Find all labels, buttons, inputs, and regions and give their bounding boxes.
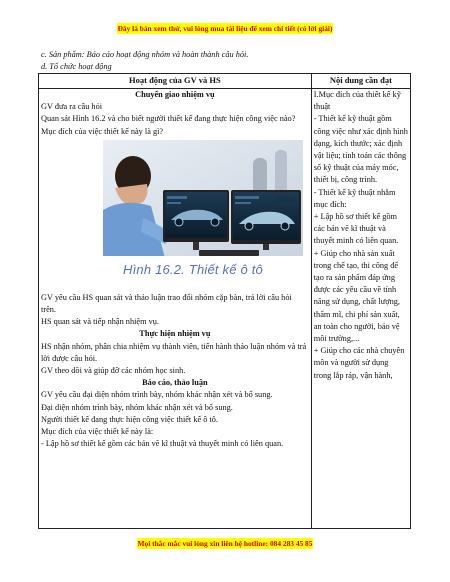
text-line: Đại diện nhóm trình bày, nhóm khác nhận xét và bổ sung. — [41, 402, 233, 412]
text-line: - Lập hồ sơ thiết kế gồm các bản vẽ kĩ thuật và thuyết minh có liên quan. — [41, 439, 284, 449]
text-line: GV theo dõi và giúp đỡ các nhóm học sinh. — [41, 366, 186, 376]
text-line: GV yêu cầu đại diện nhóm trình bày, nhóm khác nhận xét và bổ sung. — [41, 390, 273, 400]
table-body-row — [39, 89, 411, 529]
car-design-figure — [103, 140, 303, 292]
section-title-assign: Chuyển giao nhiệm vụ — [135, 90, 215, 99]
organization-heading: d. Tổ chức hoạt động — [41, 62, 112, 71]
product-label: c. Sản phẩm — [41, 50, 82, 59]
content-line: + Giúp cho nhà sản xuất trong chế tạo, thi công để tạo ra sản phẩm đáp ứng được các yêu cầu về tính năng sử dụng, chất lượng, thẩm mĩ, chi phí sản xuất, an toàn cho người, bảo vệ môi trường,... — [313, 248, 400, 344]
text-line: GV yêu cầu HS quan sát và thảo luận trao đổi nhóm cặp bàn, trả lời câu hỏi trên. — [41, 292, 292, 315]
right-cell — [311, 89, 410, 529]
left-cell — [39, 89, 312, 529]
text-line: HS quan sát và tiếp nhận nhiệm vụ. — [41, 317, 159, 327]
text-line: Mục đích của việc thiết kế này là: — [41, 427, 154, 437]
product-line — [41, 50, 248, 59]
content-line: I.Mục đích của thiết kế kỹ thuật — [313, 90, 401, 112]
activity-table — [38, 73, 411, 529]
text-line: HS nhận nhóm, phân chia nhiệm vụ thành viên, tiến hành thảo luận nhóm và trả lời được câu hỏi. — [41, 341, 307, 363]
hotline-banner: Mọi thắc mắc vui lòng xin liên hệ hotline: 084 283 45 85 — [137, 539, 313, 548]
preview-notice-banner: Đây là bản xem thử, vui lòng mua tài liệu để xem chi tiết (có lời giải) — [117, 24, 333, 33]
header-content: Nội dung cần đạt — [311, 74, 410, 89]
text-line: Quan sát Hình 16.2 và cho biết người thiết kế đang thực hiện công việc nào? Mục đích của việc thiết kế này là gì? — [41, 114, 296, 136]
figure-caption: Hình 16.2. Thiết kế ô tô — [123, 261, 263, 277]
section-title-perform: Thực hiện nhiệm vụ — [139, 329, 211, 339]
text-line: GV đưa ra câu hỏi — [41, 102, 103, 112]
header-teacher-student: Hoạt động của GV và HS — [39, 74, 312, 89]
content-line: + Lập hồ sơ thiết kế gồm các bản vẽ kĩ thuật và thuyết minh có liên quan. — [313, 212, 399, 246]
text-line: Người thiết kế đang thực hiện công việc thiết kế ô tô. — [41, 414, 218, 424]
content-line: - Thiết kế kỹ thuật gồm công việc như xác định hình dạng, kích thước; xác định vật liệu; tính toán các thông số kỹ thuật của máy móc, thiết bị, công trình. — [313, 114, 408, 185]
table-header-row — [39, 74, 411, 89]
section-title-report: Báo cáo, thảo luận — [142, 378, 208, 388]
product-text: : Báo cáo hoạt động nhóm và hoàn thành câu hỏi. — [81, 50, 249, 59]
content-line: + Giúp cho các nhà chuyên môn và người sử dụng trong lắp ráp, vận hành, — [313, 346, 405, 380]
content-line: - Thiết kế kỹ thuật nhằm mục đích: — [313, 187, 396, 209]
